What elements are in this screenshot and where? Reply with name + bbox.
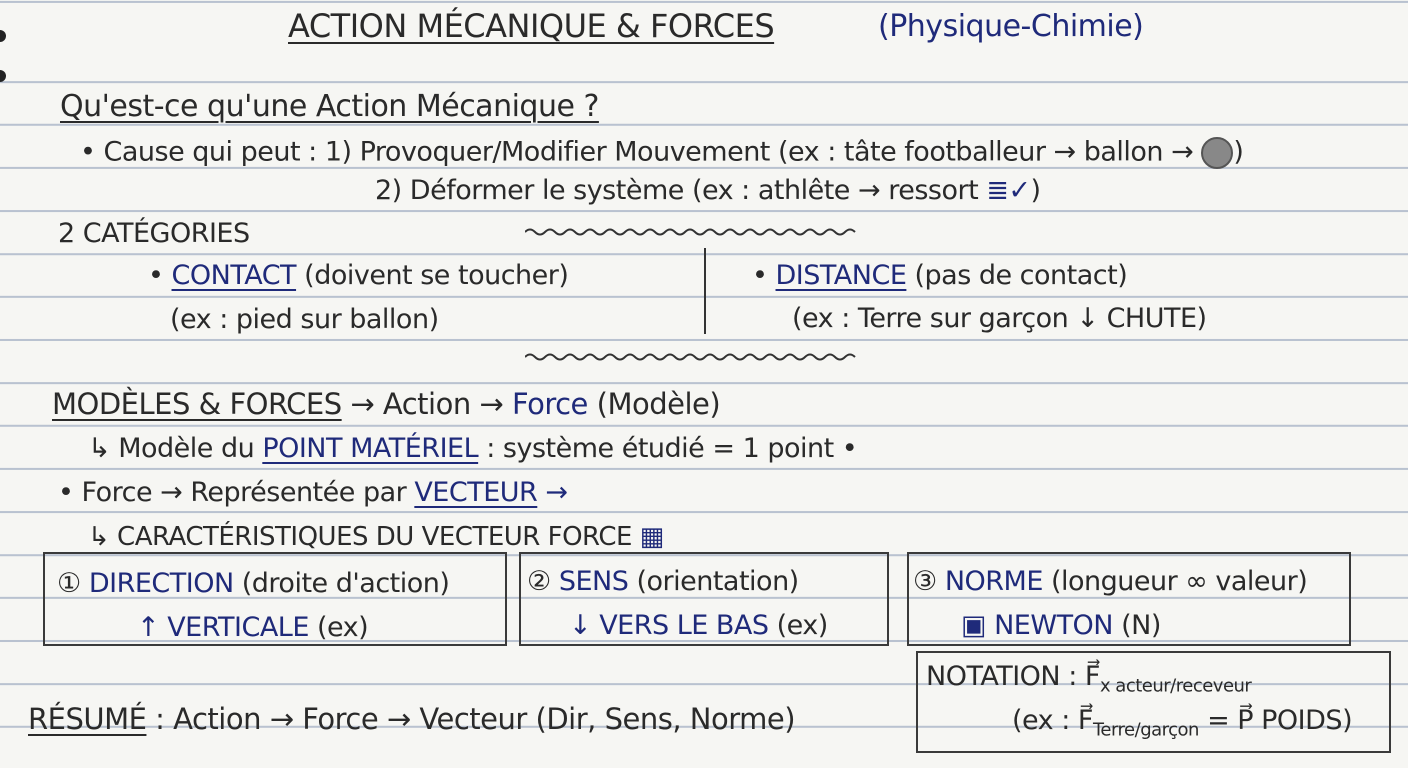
box-desc: (orientation) <box>636 566 799 597</box>
example-tag: (ex) <box>317 612 369 643</box>
force-symbol: F⃗ <box>1084 661 1100 692</box>
point-prefix: ↳ Modèle du <box>88 433 255 464</box>
contact-desc: (doivent se toucher) <box>304 260 569 291</box>
soccer-ball-icon <box>1201 137 1233 169</box>
page-title: ACTION MÉCANIQUE & FORCES <box>288 7 775 45</box>
distance-category: • DISTANCE (pas de contact) <box>752 260 1128 291</box>
binder-ring <box>0 30 6 42</box>
number-badge: ① <box>57 568 81 599</box>
flag-icon: ▦ <box>639 522 664 552</box>
definition-line-1 <box>80 137 1243 169</box>
point-suffix: : système étudié = 1 point • <box>486 433 858 464</box>
force-subscript: x acteur/receveur <box>1099 675 1252 697</box>
characteristics-line <box>88 524 664 550</box>
section-heading: Qu'est-ce qu'une Action Mécanique ? <box>60 89 599 124</box>
models-line <box>52 387 721 421</box>
direction-title-line <box>57 570 449 597</box>
binder-ring <box>0 70 6 82</box>
force-vector-line <box>58 479 568 506</box>
box-desc: (droite d'action) <box>241 568 450 599</box>
notation-example <box>1012 707 1352 739</box>
box-desc: (longueur ∞ valeur) <box>1050 566 1308 597</box>
paren: ) <box>1030 175 1041 206</box>
sens-box <box>519 552 889 646</box>
contact-example: (ex : pied sur ballon) <box>170 304 439 335</box>
definition-text: • Cause qui peut : 1) Provoquer/Modifier Mouvement (ex : tâte footballeur → ballon → <box>80 136 1194 168</box>
model-label: (Modèle) <box>596 387 721 421</box>
sens-example <box>569 612 828 639</box>
force-label: Force <box>511 387 588 421</box>
page-subject: (Physique-Chimie) <box>878 9 1144 44</box>
example-label: NEWTON <box>994 610 1114 641</box>
example-label: ↓ VERS LE BAS <box>569 610 769 641</box>
norme-example <box>961 612 1161 639</box>
norme-title-line <box>913 568 1307 595</box>
paren: ) <box>1233 136 1244 168</box>
number-badge: ② <box>527 566 551 597</box>
models-heading: MODÈLES & FORCES <box>52 387 342 421</box>
definition-line-2 <box>375 177 1041 204</box>
column-divider <box>704 248 706 334</box>
number-badge: ③ <box>913 566 937 597</box>
point-label: POINT MATÉRIEL <box>262 433 479 464</box>
contact-label: CONTACT <box>171 260 297 291</box>
characteristics-heading: ↳ CARACTÉRISTIQUES DU VECTEUR FORCE <box>88 522 632 552</box>
box-title: SENS <box>558 566 629 597</box>
notation-line <box>926 663 1251 695</box>
summary-line <box>28 702 796 736</box>
example-label: ↑ VERTICALE <box>137 612 309 643</box>
notation-label: NOTATION : <box>926 661 1077 692</box>
notation-box <box>916 651 1391 753</box>
direction-example <box>137 614 368 641</box>
document-icon: ▣ <box>961 610 987 641</box>
box-title: DIRECTION <box>88 568 234 599</box>
distance-desc: (pas de contact) <box>914 260 1128 291</box>
distance-example: (ex : Terre sur garçon ↓ CHUTE) <box>792 303 1207 334</box>
contact-category: • CONTACT (doivent se toucher) <box>148 260 569 291</box>
categories-heading: 2 CATÉGORIES <box>58 218 250 249</box>
summary-label: RÉSUMÉ <box>28 702 147 736</box>
weight-equation: = P⃗ POIDS) <box>1207 705 1353 736</box>
example-tag: (N) <box>1121 610 1161 641</box>
summary-text: : Action → Force → Vecteur (Dir, Sens, Norme) <box>155 702 796 736</box>
norme-box <box>907 552 1351 646</box>
wavy-divider <box>525 351 860 363</box>
vector-label: VECTEUR <box>414 477 538 508</box>
wavy-divider <box>525 226 860 238</box>
spring-icon: ≣✓ <box>986 175 1031 206</box>
force-symbol: F⃗ <box>1077 705 1093 736</box>
direction-box <box>43 552 507 646</box>
example-subscript: Terre/garçon <box>1092 719 1199 741</box>
force-prefix: • Force → Représentée par <box>58 477 407 508</box>
definition-text: 2) Déformer le système (ex : athlête → ressort <box>375 175 979 206</box>
example-tag: (ex) <box>776 610 828 641</box>
distance-label: DISTANCE <box>775 260 907 291</box>
example-prefix: (ex : <box>1012 705 1070 736</box>
sens-title-line <box>527 568 799 595</box>
box-title: NORME <box>944 566 1043 597</box>
point-model-line <box>88 435 857 462</box>
models-arrow-text: → Action → <box>350 387 504 421</box>
vector-arrow-icon: → <box>545 477 568 508</box>
